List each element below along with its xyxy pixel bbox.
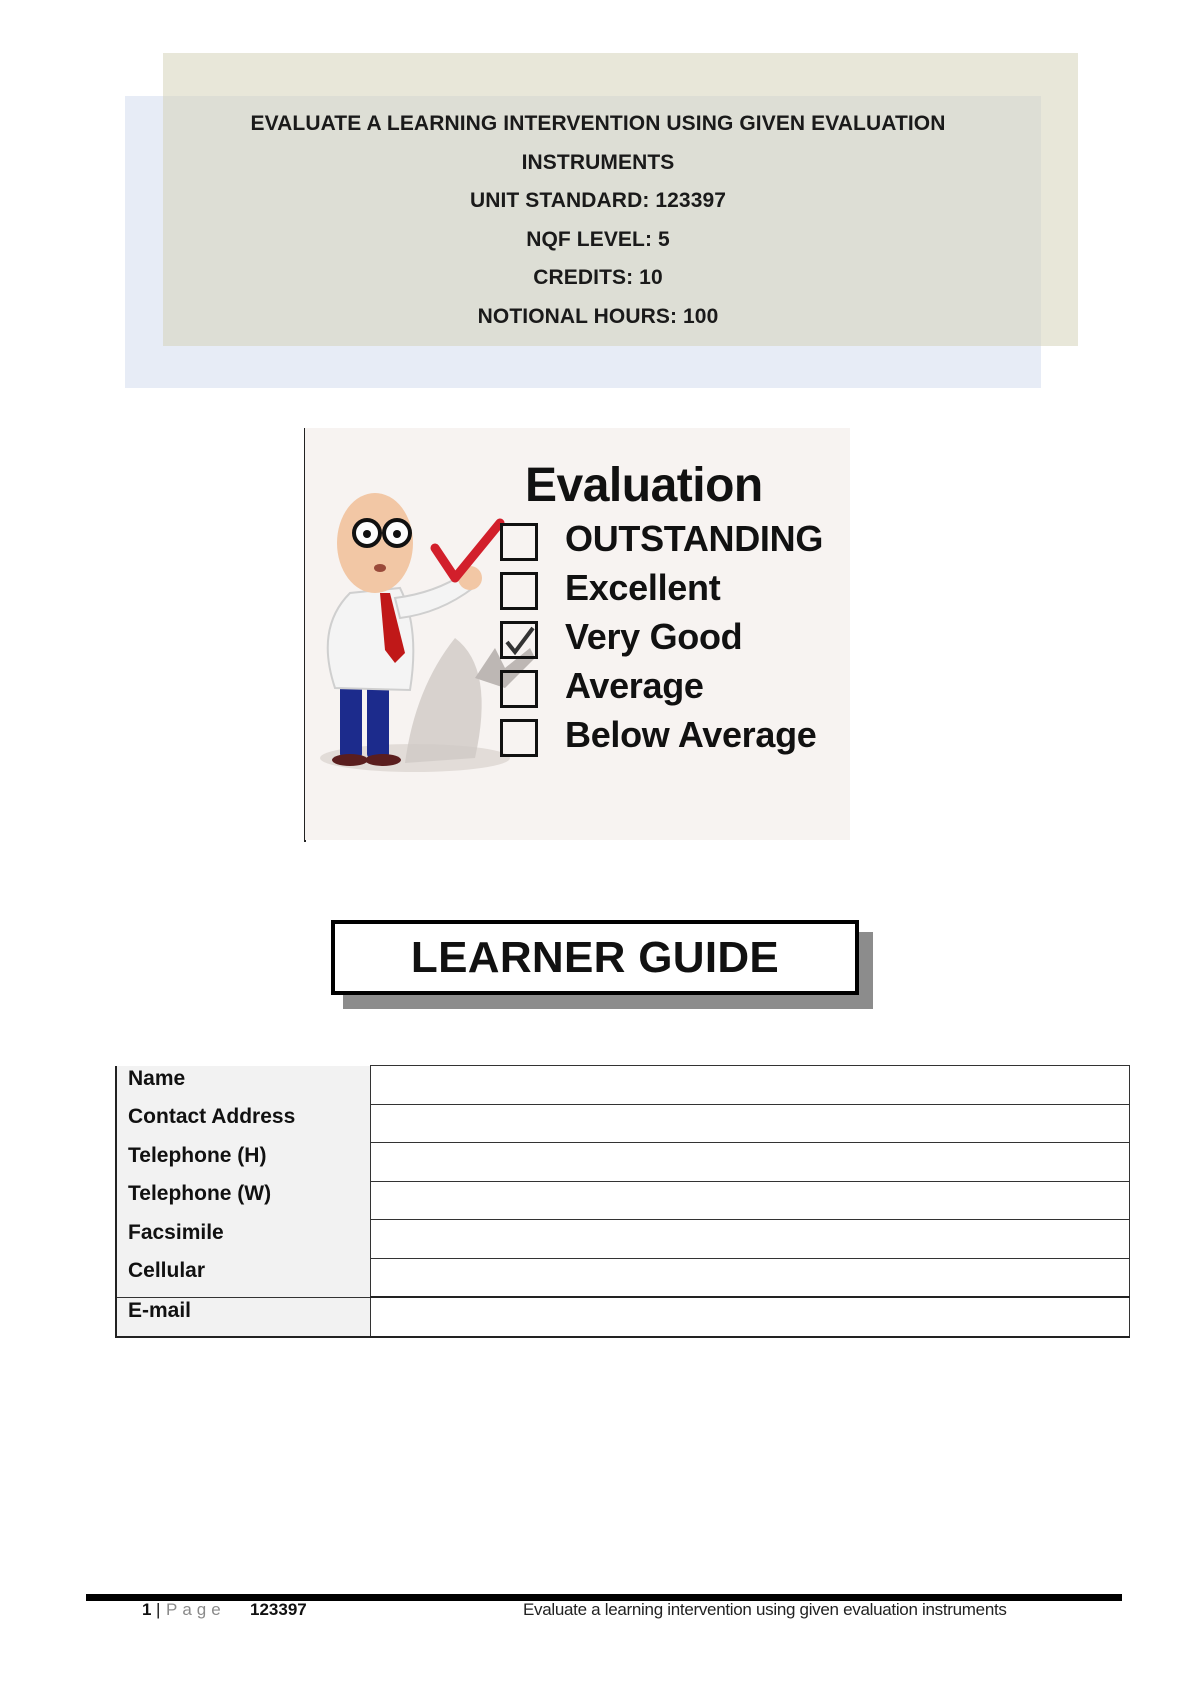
contact-address-label: Contact Address xyxy=(116,1104,370,1143)
checkbox-icon xyxy=(500,621,538,659)
page-number: 1 xyxy=(142,1600,152,1619)
name-field[interactable] xyxy=(370,1066,1130,1105)
page-word: Page xyxy=(166,1600,226,1619)
credits: CREDITS: 10 xyxy=(533,266,663,289)
name-label: Name xyxy=(116,1066,370,1105)
title-line-2: INSTRUMENTS xyxy=(521,150,675,174)
notional-hours: NOTIONAL HOURS: 100 xyxy=(477,304,719,328)
footer-document-title: Evaluate a learning intervention using given evaluation instruments xyxy=(523,1600,1007,1619)
option-outstanding: OUTSTANDING xyxy=(565,518,824,559)
checkbox-icon xyxy=(500,572,538,610)
cellular-label: Cellular xyxy=(116,1258,370,1297)
facsimile-label: Facsimile xyxy=(116,1220,370,1259)
option-excellent: Excellent xyxy=(565,567,721,608)
evaluation-title: Evaluation xyxy=(525,459,763,512)
title-line-1: EVALUATE A LEARNING INTERVENTION USING GIVEN EVALUATION xyxy=(250,112,946,135)
header-title-block xyxy=(163,105,1033,336)
nqf-level: NQF LEVEL: 5 xyxy=(526,227,670,251)
unit-standard: UNIT STANDARD: 123397 xyxy=(469,189,727,212)
page-separator: | xyxy=(156,1600,161,1619)
option-below-average: Below Average xyxy=(565,714,817,755)
check-mark-icon xyxy=(503,624,535,656)
table-row xyxy=(116,1297,1130,1337)
table-row xyxy=(116,1220,1130,1259)
table-row xyxy=(116,1066,1130,1105)
table-row xyxy=(116,1181,1130,1220)
learner-details-table xyxy=(115,1065,1130,1338)
evaluation-illustration xyxy=(305,428,850,840)
option-average: Average xyxy=(565,665,704,706)
telephone-work-field[interactable] xyxy=(370,1181,1130,1220)
table-row xyxy=(116,1143,1130,1182)
table-row xyxy=(116,1258,1130,1297)
facsimile-field[interactable] xyxy=(370,1220,1130,1259)
email-field[interactable] xyxy=(370,1297,1130,1337)
cellular-field[interactable] xyxy=(370,1258,1130,1297)
table-row xyxy=(116,1104,1130,1143)
checkbox-icon xyxy=(500,719,538,757)
telephone-work-label: Telephone (W) xyxy=(116,1181,370,1220)
telephone-home-field[interactable] xyxy=(370,1143,1130,1182)
learner-guide-title: LEARNER GUIDE xyxy=(331,920,859,995)
checkbox-icon xyxy=(500,670,538,708)
footer-unit-code: 123397 xyxy=(250,1600,307,1619)
telephone-home-label: Telephone (H) xyxy=(116,1143,370,1182)
email-label: E-mail xyxy=(116,1297,370,1337)
option-very-good: Very Good xyxy=(565,616,743,657)
contact-address-field[interactable] xyxy=(370,1104,1130,1143)
checkbox-icon xyxy=(500,523,538,561)
